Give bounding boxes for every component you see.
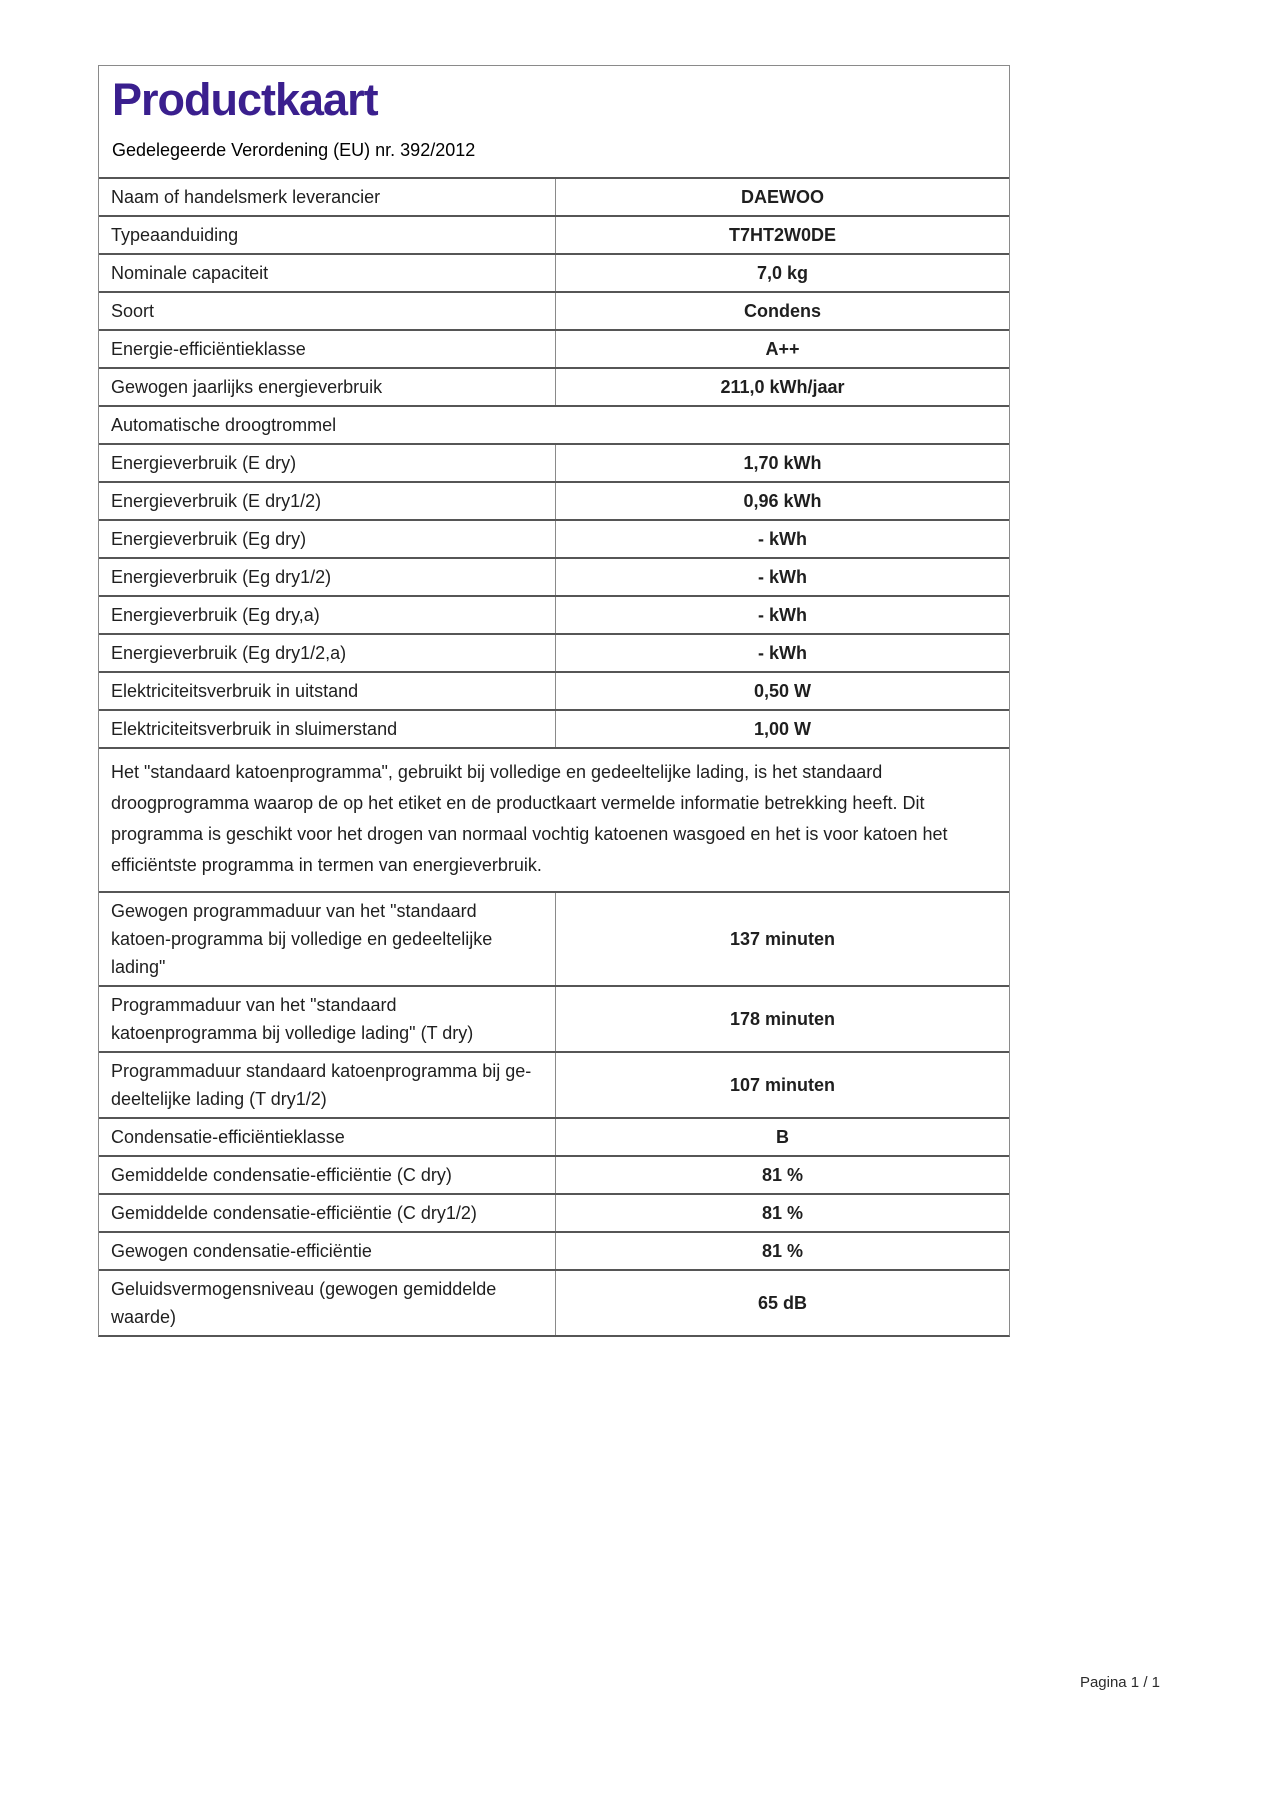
row-label: Naam of handelsmerk leverancier (99, 179, 556, 215)
table-row (99, 1117, 1009, 1155)
row-value: 0,50 W (753, 680, 812, 701)
row-label: Gewogen condensatie-efficiëntie (99, 1233, 556, 1269)
row-value: - kWh (758, 528, 807, 549)
table-row (99, 557, 1009, 595)
table-row (99, 747, 1009, 891)
page-footer: Pagina 1 / 1 (1079, 1674, 1160, 1691)
row-label: Energieverbruik (Eg dry) (99, 521, 556, 557)
row-label: Programmaduur van het "standaard katoenprogramma bij volledige lading" (T dry) (99, 987, 556, 1051)
row-value: 211,0 kWh/jaar (720, 376, 845, 397)
row-value: 1,00 W (753, 718, 812, 739)
table-row (99, 1155, 1009, 1193)
table-row (99, 1051, 1009, 1117)
row-label: Energieverbruik (Eg dry1/2) (99, 559, 556, 595)
row-value: T7HT2W0DE (728, 224, 836, 245)
table-row (99, 405, 1009, 443)
note-text: Het "standaard katoenprogramma", gebruikt bij volledige en gedeeltelijke lading, is het standaard droogprogramma waarop de op het etiket en de productkaart vermelde informatie betrekking heeft. Dit programma is geschikt voor het drogen van normaal vochtig katoenen wasgoed en het is voor katoen het efficiëntste programma in termen van energieverbruik. (111, 761, 948, 875)
row-label: Gewogen jaarlijks energieverbruik (99, 369, 556, 405)
row-value: - kWh (758, 604, 807, 625)
table-row (99, 595, 1009, 633)
row-label: Gewogen programmaduur van het "standaard katoen-programma bij volledige en gedeeltelijke lading" (99, 893, 556, 985)
row-label: Condensatie-efficiëntieklasse (99, 1119, 556, 1155)
document-header (99, 66, 1009, 177)
row-label: Typeaanduiding (99, 217, 556, 253)
row-value: 81 % (761, 1240, 804, 1261)
table-row (99, 985, 1009, 1051)
row-value: A++ (765, 338, 800, 359)
table-row (99, 481, 1009, 519)
document-subtitle: Gedelegeerde Verordening (EU) nr. 392/2012 (112, 139, 476, 160)
row-value: - kWh (758, 642, 807, 663)
section-label: Automatische droogtrommel (111, 414, 337, 435)
row-label: Programmaduur standaard katoenprogramma bij ge-deeltelijke lading (T dry1/2) (99, 1053, 556, 1117)
row-value: 178 minuten (729, 1008, 836, 1029)
row-value: 107 minuten (729, 1074, 836, 1095)
row-label: Energieverbruik (Eg dry1/2,a) (99, 635, 556, 671)
table-row (99, 633, 1009, 671)
row-value: - kWh (758, 566, 807, 587)
spec-table (99, 177, 1009, 1335)
table-row (99, 253, 1009, 291)
table-row (99, 709, 1009, 747)
row-label: Energieverbruik (E dry1/2) (99, 483, 556, 519)
table-row (99, 367, 1009, 405)
row-value: 81 % (761, 1164, 804, 1185)
row-label: Energie-efficiëntieklasse (99, 331, 556, 367)
row-value: 137 minuten (729, 928, 836, 949)
table-row (99, 1231, 1009, 1269)
table-row (99, 177, 1009, 215)
row-value: 0,96 kWh (743, 490, 822, 511)
row-label: Geluidsvermogensniveau (gewogen gemiddelde waarde) (99, 1271, 556, 1335)
row-label: Gemiddelde condensatie-efficiëntie (C dry1/2) (99, 1195, 556, 1231)
row-value: DAEWOO (741, 186, 824, 207)
row-value: 1,70 kWh (743, 452, 822, 473)
row-label: Soort (99, 293, 556, 329)
row-label: Energieverbruik (Eg dry,a) (99, 597, 556, 633)
table-row (99, 329, 1009, 367)
row-label: Elektriciteitsverbruik in sluimerstand (99, 711, 556, 747)
table-row (99, 519, 1009, 557)
row-label: Gemiddelde condensatie-efficiëntie (C dry) (99, 1157, 556, 1193)
row-value: 81 % (761, 1202, 804, 1223)
table-row (99, 1269, 1009, 1335)
table-row (99, 215, 1009, 253)
product-card (98, 65, 1010, 1337)
page-title: Productkaart (112, 74, 378, 125)
table-row (99, 291, 1009, 329)
row-label: Elektriciteitsverbruik in uitstand (99, 673, 556, 709)
row-value: Condens (743, 300, 821, 321)
table-row (99, 443, 1009, 481)
table-row (99, 1193, 1009, 1231)
row-label: Energieverbruik (E dry) (99, 445, 556, 481)
row-value: 65 dB (757, 1292, 808, 1313)
row-value: B (776, 1126, 789, 1147)
row-value: 7,0 kg (756, 262, 809, 283)
row-label: Nominale capaciteit (99, 255, 556, 291)
table-row (99, 671, 1009, 709)
table-row (99, 891, 1009, 985)
